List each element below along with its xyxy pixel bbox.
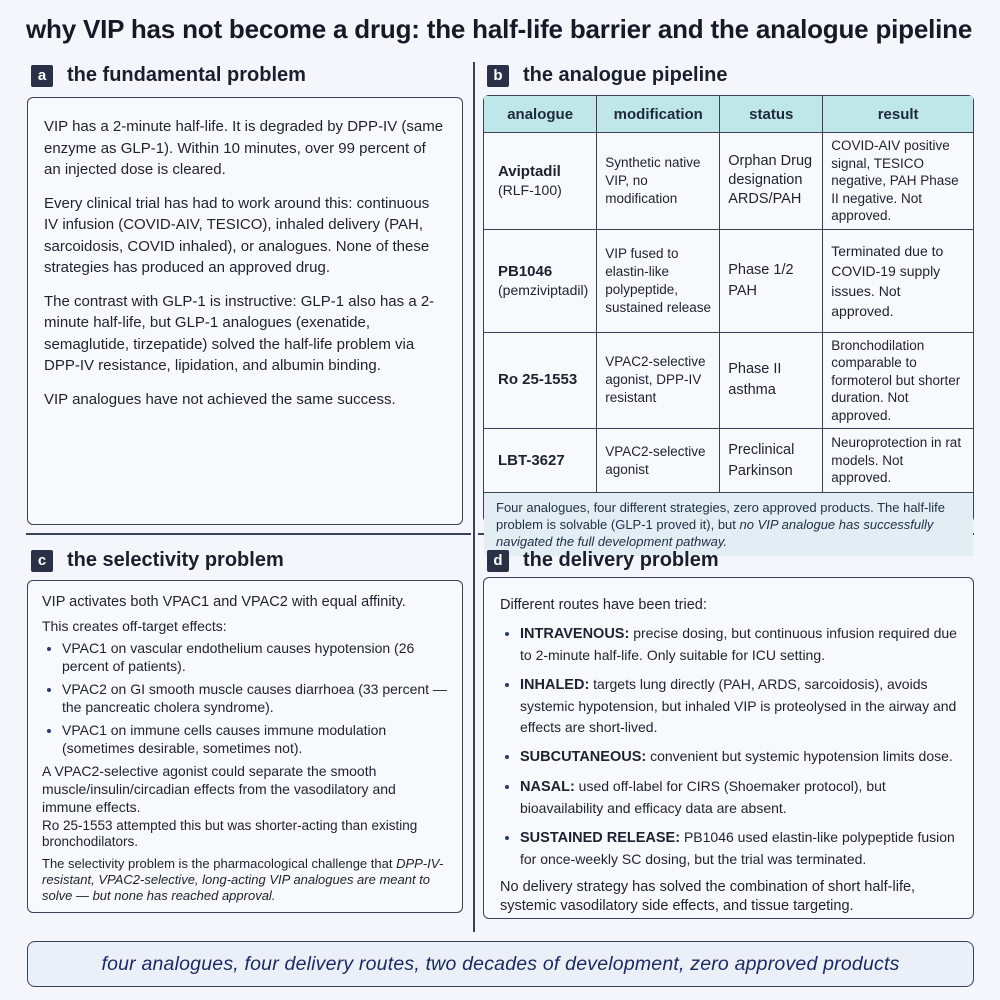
result-cell: COVID-AIV positive signal, TESICO negative, PAH Phase II negative. Not approved. — [823, 133, 973, 230]
footer-summary-box — [27, 941, 974, 987]
result-cell: Terminated due to COVID-19 supply issues. Not approved. — [823, 229, 973, 332]
panel-d-box — [483, 577, 974, 919]
panel-a-paragraph: Every clinical trial has had to work around this: continuous IV infusion (COVID-AIV, TESICO), inhaled delivery (PAH, sarcoidosis, COVID inhaled), or analogues. None of these strategies has produced an approved drug. — [44, 194, 430, 276]
table-summary-text: Four analogues, four different strategies, zero approved products. The half-life problem is solvable (GLP-1 proved it), but — [496, 500, 946, 532]
panel-a-header — [31, 64, 306, 87]
route-text: PB1046 used elastin-like polypeptide fusion for once-weekly SC dosing, but the trial was terminated. — [520, 829, 955, 867]
route-label: INTRAVENOUS: — [520, 626, 630, 642]
list-item — [520, 674, 957, 738]
list-item: • VPAC1 on vascular endothelium causes hypotension (26 percent of patients). — [62, 639, 448, 675]
off-target-list — [42, 639, 448, 757]
result-cell: Bronchodilation comparable to formoterol but shorter duration. Not approved. — [823, 332, 973, 429]
panel-b-badge: b — [487, 65, 509, 87]
list-item — [520, 827, 957, 870]
table-row — [484, 332, 973, 429]
route-text: precise dosing, but continuous infusion required due to 2-minute half-life. Only suitable for ICU setting. — [520, 625, 957, 663]
panel-d-header — [487, 549, 719, 572]
panel-c-header — [31, 549, 284, 572]
panel-b-box — [483, 95, 974, 549]
horizontal-divider-left — [26, 533, 471, 535]
status-cell: Phase II asthma — [720, 332, 823, 429]
panel-c-badge: c — [31, 550, 53, 572]
delivery-route-list — [500, 623, 957, 870]
selectivity-paragraph: Ro 25-1553 attempted this but was shorter-acting than existing bronchodilators. — [42, 818, 418, 849]
table-header-row — [484, 96, 973, 133]
modification-cell: VIP fused to elastin-like polypeptide, sustained release — [597, 229, 720, 332]
column-header: status — [720, 96, 823, 133]
list-item — [520, 776, 957, 819]
panel-a-paragraph: VIP analogues have not achieved the same success. — [44, 390, 396, 408]
route-text: targets lung directly (PAH, ARDS, sarcoidosis), avoids systemic hypotension, but inhaled VIP is proteolysed in the airway and effects are short-lived. — [520, 676, 957, 735]
selectivity-closing — [42, 856, 448, 904]
selectivity-paragraph: A VPAC2-selective agonist could separate the smooth muscle/insulin/circadian effects from the vasodilatory and immune effects. — [42, 763, 396, 815]
route-text: used off-label for CIRS (Shoemaker protocol), but bioavailability and efficacy data are absent. — [520, 778, 886, 816]
route-label: INHALED: — [520, 677, 590, 693]
panel-a-box — [27, 97, 463, 525]
route-label: SUSTAINED RELEASE: — [520, 830, 681, 846]
status-cell: Phase 1/2 PAH — [720, 229, 823, 332]
footer-summary: four analogues, four delivery routes, two decades of development, zero approved products — [101, 952, 900, 975]
selectivity-closing-emphasis: DPP-IV-resistant, VPAC2-selective, long-acting VIP analogues are meant to solve — but none has reached approval. — [42, 856, 444, 903]
modification-cell: VPAC2-selective agonist — [597, 429, 720, 493]
delivery-intro: Different routes have been tried: — [500, 597, 707, 613]
analogue-table — [484, 96, 973, 493]
analogue-name: LBT-3627 — [498, 451, 565, 469]
column-header: analogue — [484, 96, 597, 133]
selectivity-intro-2: This creates off-target effects: — [42, 618, 227, 634]
list-item — [520, 623, 957, 666]
page-title: why VIP has not become a drug: the half-life barrier and the analogue pipeline — [26, 14, 973, 44]
panel-a-paragraph: VIP has a 2-minute half-life. It is degraded by DPP-IV (same enzyme as GLP-1). Within 10 minutes, over 99 percent of an injected dose is cleared. — [44, 118, 444, 178]
modification-cell: VPAC2-selective agonist, DPP-IV resistant — [597, 332, 720, 429]
route-label: NASAL: — [520, 779, 575, 795]
panel-a-paragraph: The contrast with GLP-1 is instructive: GLP-1 also has a 2-minute half-life, but GLP-1 analogues (exenatide, semaglutide, tirzepatide) solved the half-life problem via DPP-IV resistance, lipidation, and albumin binding. — [44, 292, 435, 374]
panel-c-title: the selectivity problem — [67, 549, 284, 571]
modification-cell: Synthetic native VIP, no modification — [597, 133, 720, 230]
status-cell: Orphan Drug designation ARDS/PAH — [720, 133, 823, 230]
analogue-name: Aviptadil — [498, 162, 561, 180]
list-item: • VPAC1 on immune cells causes immune modulation (sometimes desirable, sometimes not). — [62, 721, 448, 757]
analogue-name: PB1046 — [498, 262, 553, 280]
analogue-cell — [484, 229, 597, 332]
table-row — [484, 429, 973, 493]
column-header: modification — [597, 96, 720, 133]
panel-c-box — [27, 580, 463, 913]
panel-b-header — [487, 64, 727, 87]
panel-b-title: the analogue pipeline — [523, 64, 728, 86]
result-cell: Neuroprotection in rat models. Not approved. — [823, 429, 973, 493]
panel-a-badge: a — [31, 65, 53, 87]
table-row — [484, 229, 973, 332]
list-item: • VPAC2 on GI smooth muscle causes diarrhoea (33 percent — the pancreatic cholera syndrome). — [62, 680, 448, 716]
route-label: SUBCUTANEOUS: — [520, 749, 647, 765]
panel-a-title: the fundamental problem — [67, 64, 306, 86]
delivery-closing: No delivery strategy has solved the combination of short half-life, systemic vasodilatory side effects, and tissue targeting. — [500, 879, 916, 914]
analogue-name: Ro 25-1553 — [498, 371, 578, 389]
column-header: result — [823, 96, 973, 133]
table-summary-note — [484, 493, 973, 556]
vertical-divider — [473, 62, 475, 932]
selectivity-intro: VIP activates both VPAC1 and VPAC2 with equal affinity. — [42, 594, 406, 610]
analogue-code: (RLF-100) — [498, 181, 562, 198]
status-cell: Preclinical Parkinson — [720, 429, 823, 493]
analogue-cell — [484, 133, 597, 230]
selectivity-closing-text: The selectivity problem is the pharmacological challenge that — [42, 856, 397, 871]
list-item — [520, 746, 957, 768]
table-row — [484, 133, 973, 230]
table-summary-emphasis: no VIP analogue has successfully navigated the full development pathway. — [496, 517, 934, 549]
analogue-cell — [484, 429, 597, 493]
panel-d-title: the delivery problem — [523, 549, 719, 571]
analogue-cell — [484, 332, 597, 429]
panel-d-badge: d — [487, 550, 509, 572]
route-text: convenient but systemic hypotension limits dose. — [650, 748, 953, 764]
analogue-code: (pemziviptadil) — [498, 281, 589, 298]
